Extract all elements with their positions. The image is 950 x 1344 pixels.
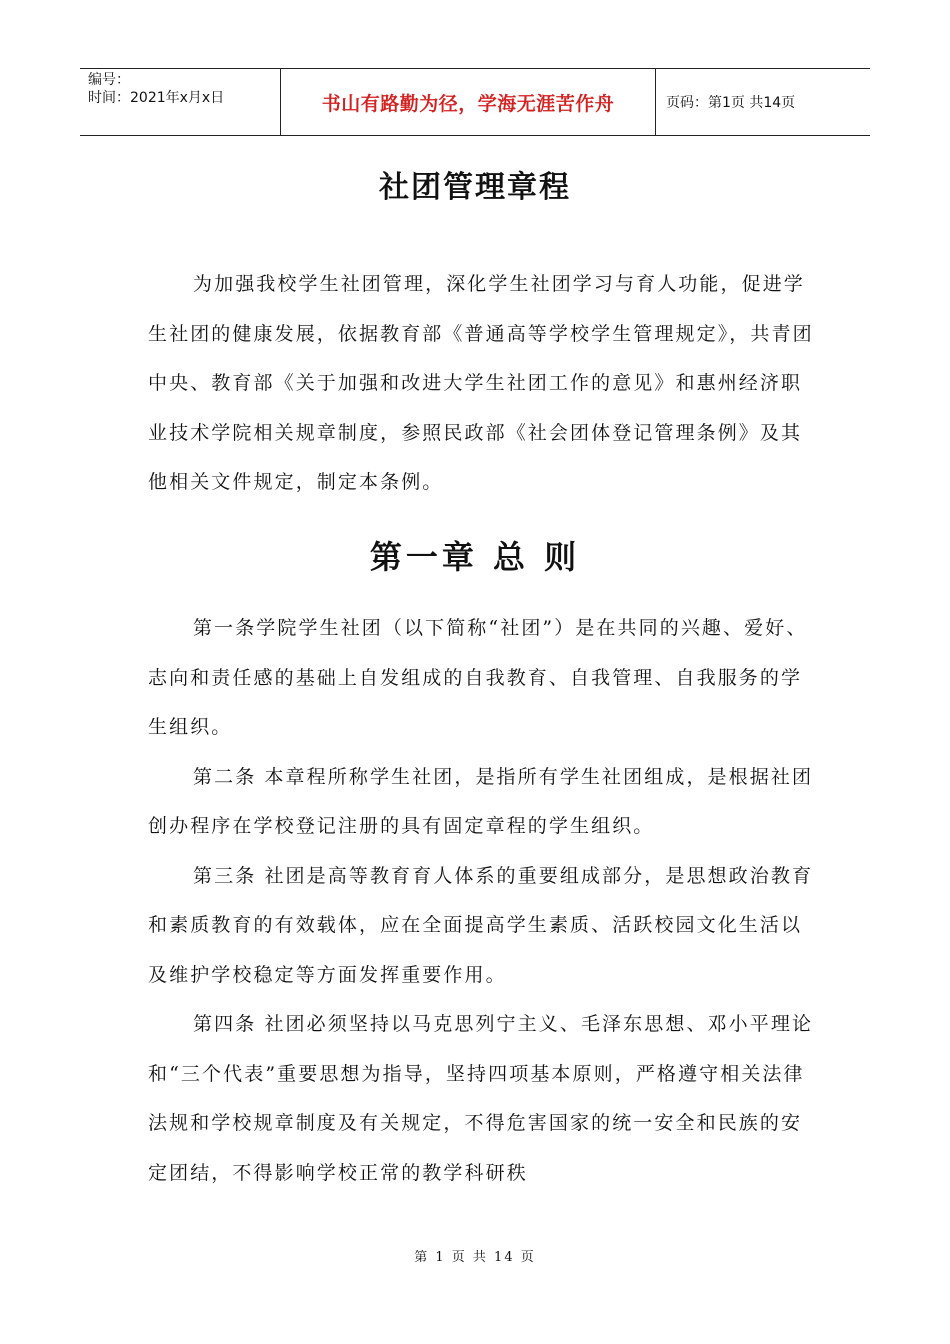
article-3: 第三条 社团是高等教育育人体系的重要组成部分，是思想政治教育和素质教育的有效载体，应在全面提高学生素质、活跃校园文化生活以及维护学校稳定等方面发挥重要作用。 <box>148 864 814 986</box>
document-title: 社团管理章程 <box>379 170 571 205</box>
intro-paragraph: 为加强我校学生社团管理，深化学生社团学习与育人功能，促进学生社团的健康发展，依据教育部《普通高等学校学生管理规定》，共青团中央、教育部《关于加强和改进大学生社团工作的意见》和惠州经济职业技术学院相关规章制度，参照民政部《社会团体登记管理条例》及其他相关文件规定，制定本条例。 <box>148 273 814 493</box>
article-4: 第四条 社团必须坚持以马克思列宁主义、毛泽东思想、邓小平理论和“三个代表”重要思想为指导，坚持四项基本原则，严格遵守相关法律法规和学校规章制度及有关规定，不得危害国家的统一安全和民族的安定团结，不得影响学校正常的教学科研秩 <box>148 1013 814 1184</box>
chapter-title: 第一章 总 则 <box>369 538 581 576</box>
time-label: 时间：2021年x月x日 <box>88 90 225 106</box>
header-meta <box>80 69 280 135</box>
header-motto: 书山有路勤为径，学海无涯苦作舟 <box>280 69 656 135</box>
page-footer: 第 1 页 共 14 页 <box>414 1250 536 1265</box>
header-page-info: 页码：第1页 共14页 <box>666 95 796 111</box>
header-table <box>80 68 870 136</box>
serial-label: 编号： <box>88 72 130 88</box>
intro-section <box>148 260 818 508</box>
article-2: 第二条 本章程所称学生社团，是指所有学生社团组成，是根据社团创办程序在学校登记注册的具有固定章程的学生组织。 <box>148 765 814 837</box>
article-1: 第一条学院学生社团（以下简称“社团”）是在共同的兴趣、爱好、志向和责任感的基础上自发组成的自我教育、自我管理、自我服务的学生组织。 <box>148 617 808 738</box>
articles-section <box>148 604 818 1198</box>
